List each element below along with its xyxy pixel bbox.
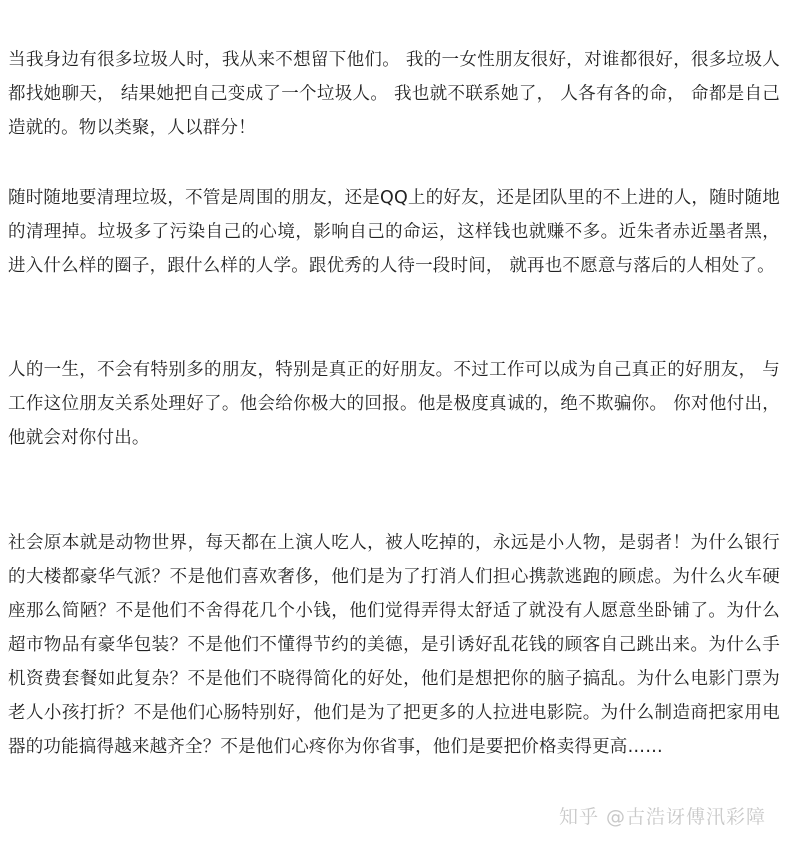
paragraph-3: 人的一生，不会有特别多的朋友，特别是真正的好朋友。不过工作可以成为自己真正的好朋友， 与工作这位朋友关系处理好了。他会给你极大的回报。他是极度真诚的，绝不欺骗你。 你对他付出，他就会对你付出。 — [8, 360, 780, 448]
paragraph-4: 社会原本就是动物世界，每天都在上演人吃人，被人吃掉的，永远是小人物，是弱者！为什么银行的大楼都豪华气派？不是他们喜欢奢侈，他们是为了打消人们担心携款逃跑的顾虑。为什么火车硬座那么简陋？不是他们不舍得花几个小钱，他们觉得弄得太舒适了就没有人愿意坐卧铺了。为什么超市物品有豪华包装？不是他们不懂得节约的美德，是引诱好乱花钱的顾客自己跳出来。为什么手机资费套餐如此复杂？不是他们不晓得简化的好处，他们是想把你的脑子搞乱。为什么电影门票为老人小孩打折？不是他们心肠特别好，他们是为了把更多的人拉进电影院。为什么制造商把家用电器的功能搞得越来越齐全？不是他们心疼你为你省事，他们是要把价格卖得更高…… — [8, 533, 780, 757]
paragraph-2: 随时随地要清理垃圾，不管是周围的朋友，还是QQ上的好友，还是团队里的不上进的人，随时随地的清理掉。垃圾多了污染自己的心境，影响自己的命运，这样钱也就赚不多。近朱者赤近墨者黑，进入什么样的圈子，跟什么样的人学。跟优秀的人待一段时间， 就再也不愿意与落后的人相处了。 — [8, 188, 780, 276]
article-body — [8, 43, 780, 764]
zhihu-watermark: 知乎 @古浩讶傅汛彩障 — [558, 806, 766, 828]
paragraph-1: 当我身边有很多垃圾人时，我从来不想留下他们。 我的一女性朋友很好，对谁都很好，很多垃圾人都找她聊天， 结果她把自己变成了一个垃圾人。 我也就不联系她了， 人各有各的命， 命都是自己造就的。物以类聚，人以群分！ — [8, 50, 780, 138]
